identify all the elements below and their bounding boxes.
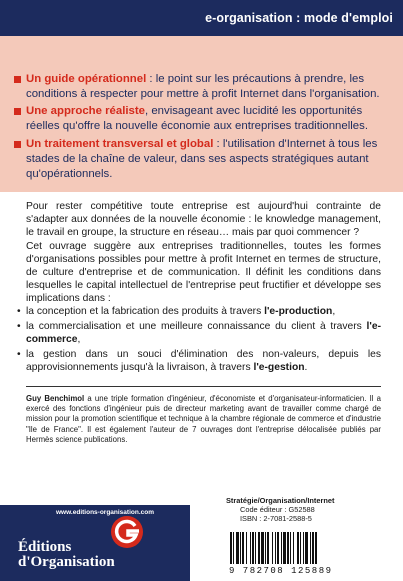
list-item-punct: . [304,362,308,373]
barcode-bar [272,532,273,564]
highlight-item [26,104,381,134]
author-name: Guy Benchimol [26,394,85,403]
barcode-bar [236,532,239,564]
barcode-bar [310,532,311,564]
list-item-punct: , [332,306,336,317]
intro-paragraph: Pour rester compétitive toute entreprise est aujourd'hui contrainte de s'adapter aux données de la nouvelle économie : le knowledge management, le travail en groupe, la structure en réseau… mais par quoi commencer ? [26,201,381,238]
barcode-bar [233,532,234,564]
barcode-bar [258,532,260,564]
barcode-bar [275,532,276,564]
barcode-icon [226,532,360,570]
list-item-punct: , [77,334,81,345]
barcode-bar [240,532,241,564]
barcode-bar [287,532,289,564]
barcode-bar [300,532,301,564]
bullet-icon: • [17,321,21,332]
book-metadata [226,496,334,523]
category-label: Stratégie/Organisation/Internet [226,496,335,505]
barcode-bar [265,532,266,564]
barcode-number: 9 782708 125889 [229,566,333,576]
list-item-keyword: l'e-gestion [253,362,305,373]
red-square-bullet-icon [14,141,21,148]
red-square-bullet-icon [14,108,21,115]
author-bio-text: a une triple formation d'ingénieur, d'économiste et d'organisateur-informaticien. Il a exercé des fonctions d'ingénieur puis de directeur marketing avant de travailler comme chargé de mission pour la promotion scientifique et technique à la chambre régionale de commerce et d'industrie "Ile de France". Il est également l'auteur de 7 ouvrages dont l'entreprise délocalisée publiés par Hermès science publications. [26,394,381,444]
barcode-bar [230,532,232,564]
barcode-bar [303,532,304,564]
list-item [17,348,381,374]
bullet-icon: • [17,349,21,360]
barcode-bar [246,532,247,564]
description-paragraph: Cet ouvrage suggère aux entreprises traditionnelles, toutes les formes d'organisations possibles pour mettre à profit Internet en termes de structure, de culture d'entreprise et de communication. Il définit les conditions dans lesquelles le capital intellectuel de l'entreprise peut fructifier et développe ses implications dans : [26,241,381,304]
barcode-bar [283,532,286,564]
list-item-text: la conception et la fabrication des produits à travers [26,306,265,317]
highlights-panel [0,36,403,192]
publisher-code: Code éditeur : G52588 [240,505,315,514]
publisher-logo-icon [110,515,144,549]
highlight-lead: Une approche réaliste [26,105,146,117]
barcode-bar [252,532,254,564]
bullet-icon: • [17,306,21,317]
highlight-text: , envisageant avec lucidité les opportunités réelles qu'offre la nouvelle économie aux entreprises traditionnelles. [26,105,368,132]
highlight-item [26,137,381,182]
series-title: e-organisation : mode d'emploi [205,11,393,25]
header-band [0,0,403,36]
barcode-bar [242,532,244,564]
barcode-bar [315,532,317,564]
barcode-bar [305,532,308,564]
list-item-keyword: l'e-commerce [26,321,381,345]
list-item-text: la gestion dans un souci d'élimination des non-valeurs, depuis les approvisionnements jusqu'à la livraison, à travers [26,349,381,373]
list-item-keyword: l'e-production [264,306,333,317]
barcode-bar [297,532,299,564]
red-square-bullet-icon [14,76,21,83]
author-bio [26,394,381,445]
highlight-item [26,72,381,102]
highlight-text: : l'utilisation d'Internet à tous les stades de la chaîne de valeur, dans ses aspects stratégiques autant qu'opérationnels. [26,138,378,180]
publisher-name-line1: Éditions [18,539,72,555]
barcode-bar [277,532,279,564]
barcode-bar [290,532,291,564]
list-item [17,320,381,346]
publisher-name-line2: d'Organisation [18,554,115,570]
barcode-bar [281,532,282,564]
barcode-bar [267,532,269,564]
highlight-text: : le point sur les précautions à prendre, les conditions à respecter pour mettre à profit Internet dans l'organisation. [26,73,380,100]
isbn: ISBN : 2-7081-2588-5 [240,514,312,523]
barcode-bar [250,532,251,564]
barcode-bar [261,532,264,564]
divider [26,386,381,387]
highlight-lead: Un guide opérationnel [26,73,147,85]
barcode-bar [312,532,314,564]
list-item [17,305,381,318]
highlight-lead: Un traitement transversal et global [26,138,214,150]
publisher-url: www.editions-organisation.com [56,509,154,516]
list-item-text: la commercialisation et une meilleure connaissance du client à travers [26,321,367,332]
barcode-bar [293,532,294,564]
barcode-bar [255,532,256,564]
